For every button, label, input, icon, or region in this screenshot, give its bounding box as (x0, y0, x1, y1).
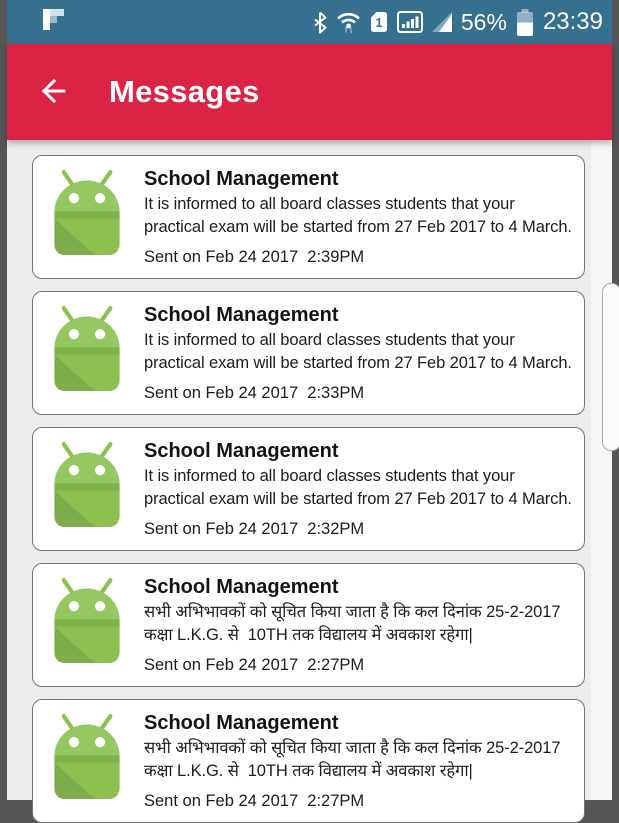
message-body: It is informed to all board classes students that your practical exam will be started from 27 Feb 2017 to 4 March. (144, 195, 572, 236)
message-sent-timestamp: Sent on Feb 24 2017 2:33PM (144, 384, 365, 402)
signal-strength-icon (432, 12, 452, 32)
message-content (144, 710, 572, 812)
sim-slot-number: 1 (375, 16, 383, 30)
status-bar (7, 0, 612, 44)
scrollbar-track (591, 140, 612, 800)
message-body: सभी अभिभावकों को सूचित किया जाता है कि कल दिनांक 25-2-2017 कक्षा L.K.G. से 10TH तक विद्यालय में अवकाश रहेगा| (144, 739, 565, 780)
message-content (144, 574, 572, 676)
message-content (144, 438, 572, 540)
message-body: सभी अभिभावकों को सूचित किया जाता है कि कल दिनांक 25-2-2017 कक्षा L.K.G. से 10TH तक विद्यालय में अवकाश रहेगा| (144, 603, 565, 644)
android-app-icon (46, 713, 128, 803)
message-title: School Management (144, 304, 339, 326)
android-app-icon (46, 577, 128, 667)
wifi-icon (336, 10, 361, 34)
scrollbar-thumb[interactable] (602, 283, 619, 451)
clock: 23:39 (542, 8, 603, 35)
battery-icon (516, 9, 534, 36)
message-title: School Management (144, 576, 339, 598)
message-title: School Management (144, 168, 339, 190)
message-card[interactable] (32, 699, 585, 823)
message-card[interactable] (32, 563, 585, 687)
message-content (144, 302, 572, 404)
message-title: School Management (144, 712, 339, 734)
message-sent-timestamp: Sent on Feb 24 2017 2:32PM (144, 520, 365, 538)
message-content (144, 166, 572, 268)
arrow-left-icon (37, 76, 67, 109)
screen (7, 0, 612, 810)
android-app-icon (46, 305, 128, 395)
message-sent-timestamp: Sent on Feb 24 2017 2:27PM (144, 656, 365, 674)
message-list (7, 140, 612, 810)
message-title: School Management (144, 440, 339, 462)
message-card[interactable] (32, 155, 585, 279)
page-title: Messages (109, 74, 260, 109)
message-sent-timestamp: Sent on Feb 24 2017 2:39PM (144, 248, 365, 266)
message-card[interactable] (32, 427, 585, 551)
message-card[interactable] (32, 291, 585, 415)
flipboard-notification-icon (43, 8, 66, 36)
android-app-icon (46, 441, 128, 531)
message-body: It is informed to all board classes students that your practical exam will be started from 27 Feb 2017 to 4 March. (144, 467, 572, 508)
app-bar (7, 44, 612, 140)
sim-card-icon (370, 11, 388, 33)
message-body: It is informed to all board classes students that your practical exam will be started from 27 Feb 2017 to 4 March. (144, 331, 572, 372)
back-button[interactable] (33, 72, 71, 113)
message-sent-timestamp: Sent on Feb 24 2017 2:27PM (144, 792, 365, 810)
android-app-icon (46, 169, 128, 259)
mobile-signal-boxed-icon (397, 11, 423, 33)
bluetooth-icon (313, 11, 327, 34)
battery-percent: 56% (460, 8, 507, 35)
